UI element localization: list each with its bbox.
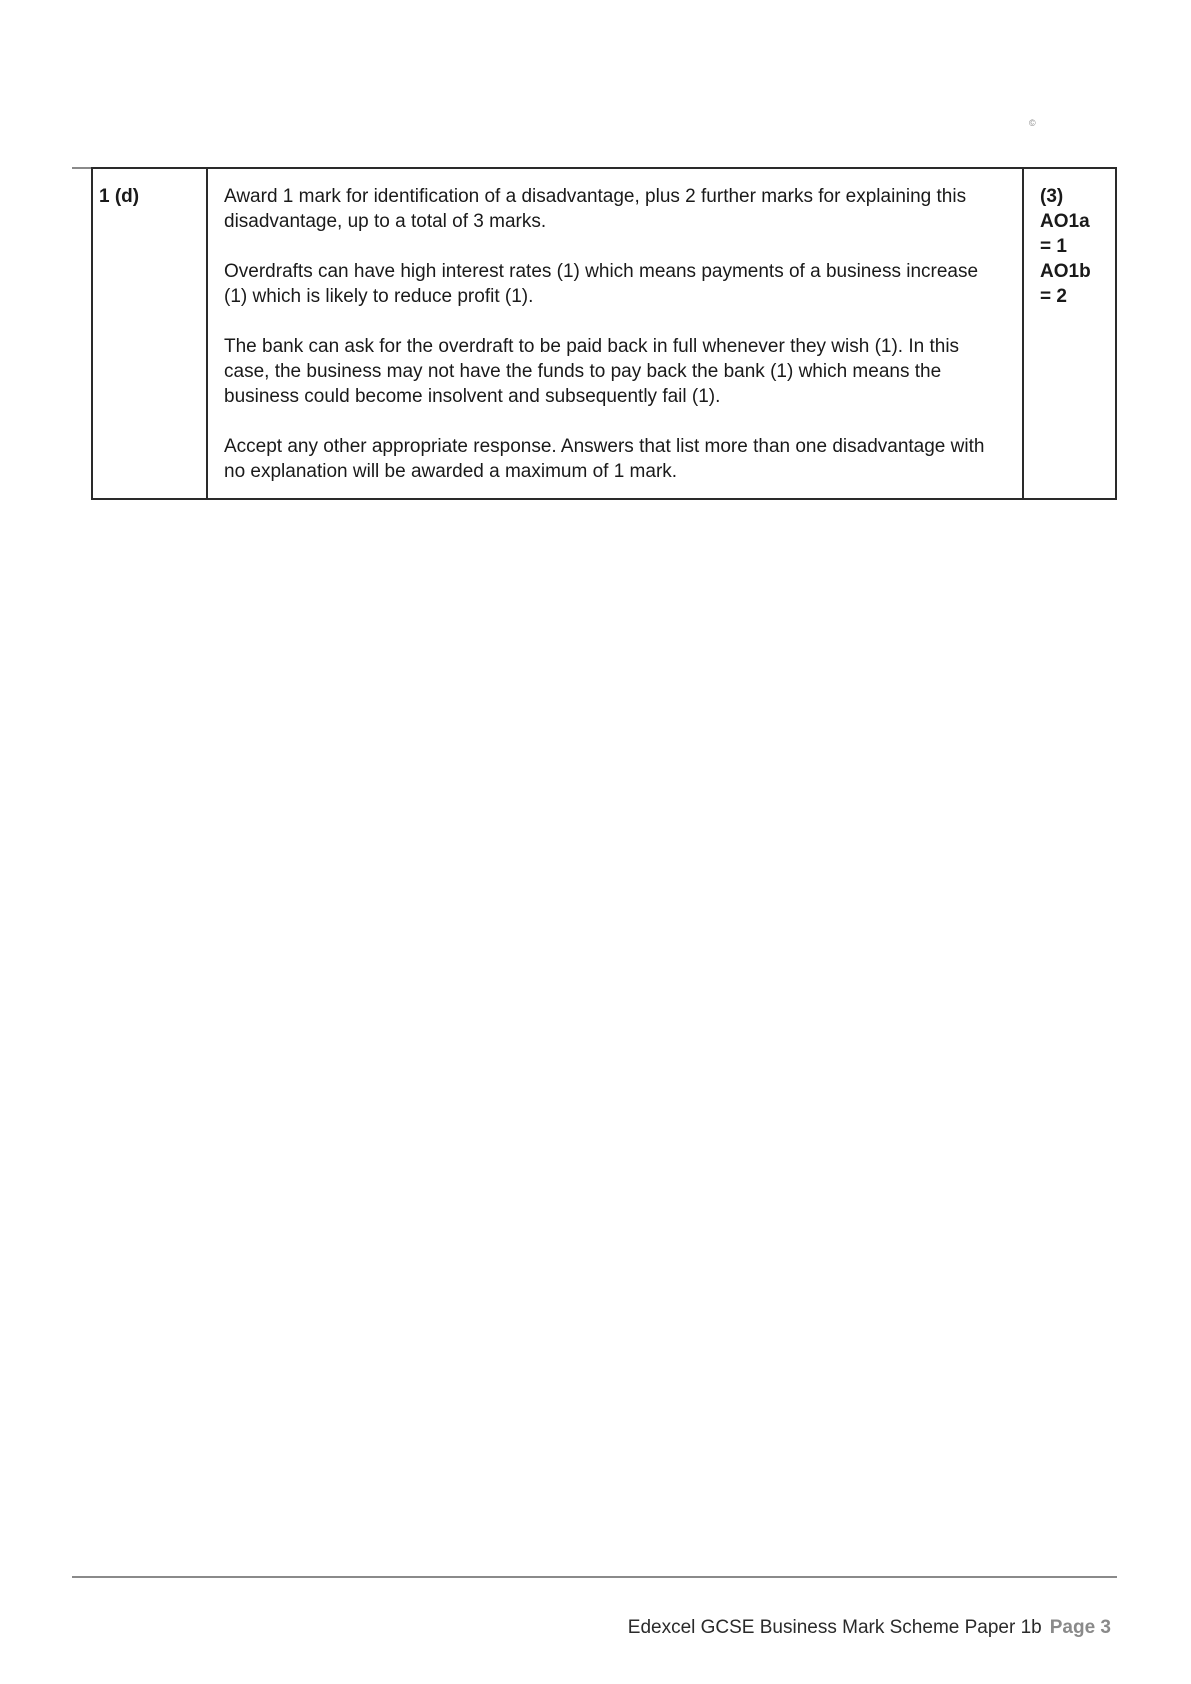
marks-total: (3) — [1040, 186, 1064, 207]
footer-rule — [72, 1576, 1117, 1578]
marks-ao1a: AO1a = 1 — [1040, 211, 1090, 257]
copyright-mark: © — [1029, 118, 1036, 128]
footer-title: Edexcel GCSE Business Mark Scheme Paper 1b — [627, 1617, 1042, 1638]
answer-paragraph-guidance: Accept any other appropriate response. Answers that list more than one disadvantage with no explanation will be awarded a maximum of 1 mark. — [224, 436, 985, 482]
marks-ao1b: AO1b = 2 — [1040, 261, 1091, 307]
question-number: 1 (d) — [92, 168, 207, 499]
page-footer — [628, 1617, 1111, 1639]
mark-scheme-table — [91, 167, 1117, 500]
top-rule — [72, 167, 92, 169]
answer-paragraph-example-1: Overdrafts can have high interest rates (1) which means payments of a business increase (1) which is likely to reduce profit (1). — [224, 261, 979, 307]
marks-cell — [1023, 168, 1116, 499]
answer-cell — [207, 168, 1023, 499]
answer-paragraph-instructions: Award 1 mark for identification of a disadvantage, plus 2 further marks for explaining this disadvantage, up to a total of 3 marks. — [224, 186, 967, 232]
answer-paragraph-example-2: The bank can ask for the overdraft to be paid back in full whenever they wish (1). In this case, the business may not have the funds to pay back the bank (1) which means the business could become insolvent and subsequently fail (1). — [224, 336, 960, 407]
page-number: Page 3 — [1049, 1617, 1111, 1638]
table-row — [92, 168, 1116, 499]
